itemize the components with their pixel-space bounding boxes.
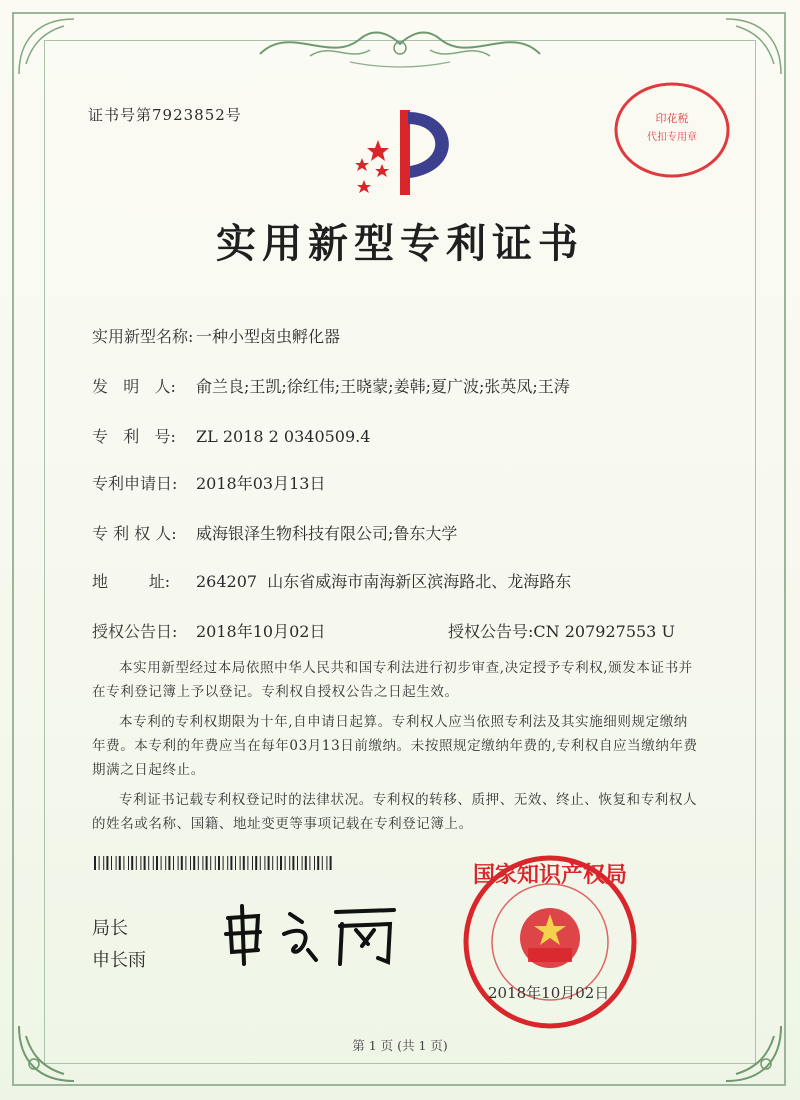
address-value: 264207 山东省威海市南海新区滨海路北、龙海路东 bbox=[196, 572, 572, 591]
patentee-label: 专 利 权 人: bbox=[92, 524, 177, 543]
official-seal bbox=[460, 852, 640, 1032]
cnipa-logo bbox=[338, 100, 468, 200]
filing-date-label: 专利申请日: bbox=[92, 474, 178, 493]
svg-text:国家知识产权局: 国家知识产权局 bbox=[472, 862, 628, 888]
grant-number-value: CN 207927553 U bbox=[533, 622, 675, 641]
svg-text:印花税: 印花税 bbox=[655, 112, 689, 125]
patentee bbox=[92, 521, 457, 544]
certificate-title: 实用新型专利证书 bbox=[216, 220, 584, 267]
name-value: 一种小型卤虫孵化器 bbox=[196, 327, 341, 346]
address bbox=[92, 569, 571, 592]
grant-date-value: 2018年10月02日 bbox=[196, 622, 326, 641]
patent-number-label: 专 利 号: bbox=[92, 427, 176, 446]
utility-model-name bbox=[92, 324, 340, 347]
grant-number bbox=[448, 619, 675, 642]
barcode bbox=[94, 856, 334, 870]
page-footer: 第 1 页 (共 1 页) bbox=[352, 1038, 448, 1053]
patentee-value: 威海银泽生物科技有限公司;鲁东大学 bbox=[196, 524, 458, 543]
grant-number-label: 授权公告号: bbox=[448, 622, 534, 641]
name-label: 实用新型名称: bbox=[92, 327, 194, 346]
patent-number-value: ZL 2018 2 0340509.4 bbox=[196, 427, 371, 446]
address-label: 地 址: bbox=[92, 572, 171, 591]
filing-date-value: 2018年03月13日 bbox=[196, 474, 326, 493]
grant-date-label: 授权公告日: bbox=[92, 622, 178, 641]
certificate-number: 证书号第7923852号 bbox=[88, 106, 242, 124]
paragraph-3: 专利证书记载专利权登记时的法律状况。专利权的转移、质押、无效、终止、恢复和专利权人的姓名或名称、国籍、地址变更等事项记载在专利登记簿上。 bbox=[92, 792, 698, 832]
tax-stamp bbox=[612, 80, 732, 180]
inventor-label: 发 明 人: bbox=[92, 377, 176, 396]
certificate-body bbox=[92, 656, 700, 842]
inventor-value: 俞兰良;王凯;徐红伟;王晓蒙;姜韩;夏广波;张英凤;王涛 bbox=[196, 377, 570, 396]
corner-ornament-top-left bbox=[14, 14, 84, 84]
svg-text:代扣专用章: 代扣专用章 bbox=[647, 132, 697, 143]
inventors bbox=[92, 374, 570, 397]
director-title: 局长 bbox=[92, 918, 128, 939]
paragraph-2: 本专利的专利权期限为十年,自申请日起算。专利权人应当依照专利法及其实施细则规定缴纳年费。本专利的年费应当在每年03月13日前缴纳。未按照规定缴纳年费的,专利权自应当缴纳年费期满之日起终止。 bbox=[92, 714, 698, 778]
director-signature bbox=[218, 900, 408, 970]
seal-date: 2018年10月02日 bbox=[488, 984, 610, 1002]
top-ornament bbox=[250, 14, 550, 74]
filing-date bbox=[92, 471, 325, 494]
paragraph-1: 本实用新型经过本局依照中华人民共和国专利法进行初步审查,决定授予专利权,颁发本证书并在专利登记簿上予以登记。专利权自授权公告之日起生效。 bbox=[92, 660, 693, 700]
corner-ornament-top-right bbox=[716, 14, 786, 84]
patent-number bbox=[92, 424, 370, 447]
director-name: 申长雨 bbox=[92, 950, 146, 971]
grant-date bbox=[92, 619, 325, 642]
